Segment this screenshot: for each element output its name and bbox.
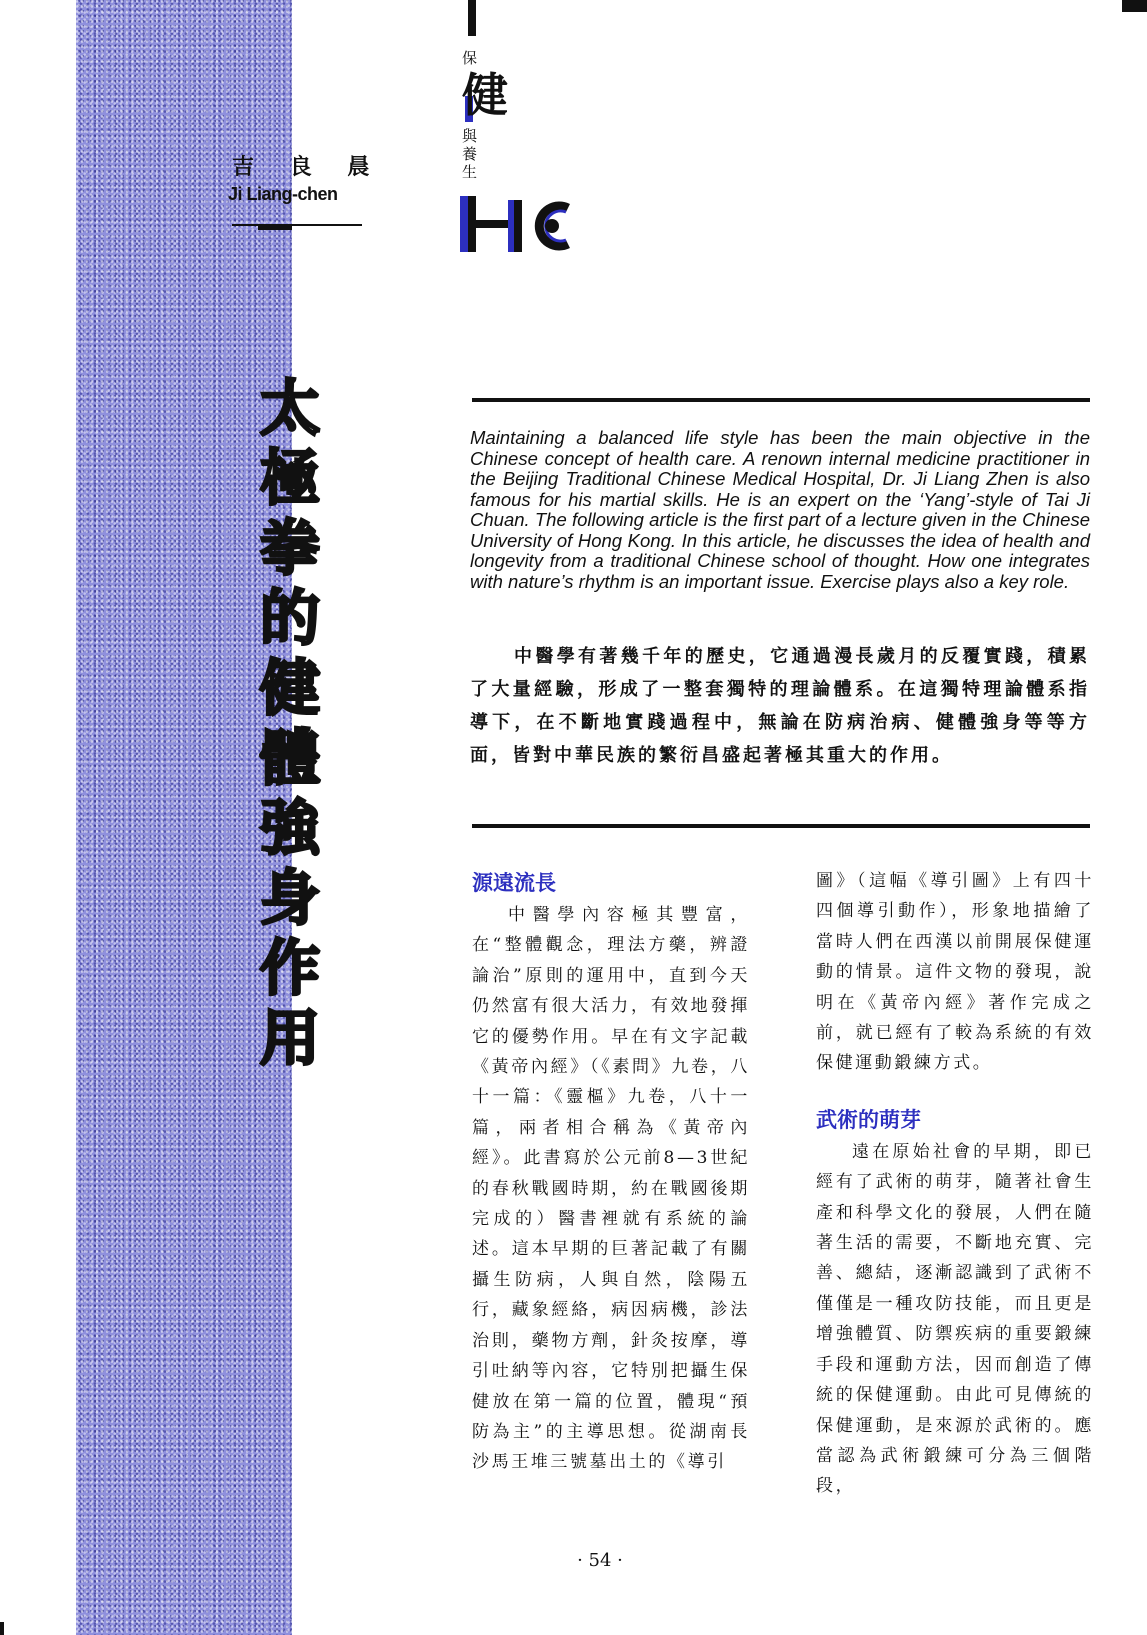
left-column [472, 866, 750, 1478]
section-gap [816, 1079, 1094, 1103]
scan-mark-top [1122, 0, 1147, 12]
page-number: · 54 · [577, 1550, 623, 1571]
section2-body: 遠在原始社會的早期，即已經有了武術的萌芽，隨著社會生產和科學文化的發展，人們在隨著生活的需要，不斷地充實、完善、總結，逐漸認識到了武術不僅僅是一種攻防技能，而且更是增強體質、防禦疾病的重要鍛練手段和運動方法，因而創造了傳統的保健運動。由此可見傳統的保健運動，是來源於武術的。應當認為武術鍛練可分為三個階段， [816, 1141, 1094, 1497]
section2-heading: 武術的萌芽 [816, 1107, 921, 1132]
column-char-yu: 與 [462, 127, 478, 145]
section1-body: 中醫學內容極其豐富，在“整體觀念，理法方藥，辨證論治”原則的運用中，直到今天仍然富有很大活力，有效地發揮它的優勢作用。早在有文字記載《黃帝內經》（《素問》九卷，八十一篇：《靈樞》九卷，八十一篇，兩者相合稱為《黃帝內經》。此書寫於公元前8—3世紀的春秋戰國時期，約在戰國後期完成的）醫書裡就有系統的論述。這本早期的巨著記載了有關攝生防病，人與自然，陰陽五行，藏象經絡，病因病機，診法治則，藥物方劑，針灸按摩，導引吐納等內容，它特別把攝生保健放在第一篇的位置，體現“預防為主”的主導思想。從湖南長沙馬王堆三號墓出土的《導引 [472, 905, 750, 1473]
right-column [816, 866, 1094, 1502]
section1-heading: 源遠流長 [472, 871, 556, 895]
author-name-english: Ji Liang-chen [228, 184, 338, 204]
main-title: 太極拳的健體強身作用 [260, 374, 320, 1074]
column-bar [468, 0, 476, 36]
scan-mark-bottom [0, 1622, 4, 1635]
health-care-logo [460, 196, 592, 260]
author-divider [232, 224, 362, 226]
section1-continued: 圖》（這幅《導引圖》上有四十四個導引動作），形象地描繪了當時人們在西漢以前開展保健運動的情景。這件文物的發現，說明在《黃帝內經》著作完成之前，就已經有了較為系統的有效保健運動鍛練方式。 [816, 871, 1094, 1074]
author-divider-accent [258, 224, 292, 230]
column-char-yang: 養 [462, 145, 478, 163]
column-char-sheng: 生 [462, 163, 478, 181]
column-char-bao: 保 [462, 49, 478, 67]
intro-chinese: 中醫學有著幾千年的歷史，它通過漫長歲月的反覆實踐，積累了大量經驗，形成了一整套獨特的理論體系。在這獨特理論體系指導下，在不斷地實踐過程中，無論在防病治病、健體強身等等方面，皆對中華民族的繁衍昌盛起著極其重大的作用。 [470, 646, 1090, 766]
column-char-jian: 健 [462, 68, 508, 122]
author-name-chinese: 吉 良 晨 [232, 155, 384, 180]
intro-top-rule [472, 398, 1090, 402]
intro-english: Maintaining a balanced life style has been the main objective in the Chinese concept of health care. A renown internal medicine practitioner in the Beijing Traditional Chinese Medical Hospital, Dr. Ji Liang Zhen is also famous for his martial skills. He is an expert on the ‘Yang’-style of Tai Ji Chuan. The following article is the first part of a lecture given in the Chinese University of Hong Kong. In this article, he discusses the idea of health and longevity from a traditional Chinese school of thought. How one integrates with nature’s rhythm is an important issue. Exercise plays also a key role. [470, 427, 1090, 592]
intro-bottom-rule [472, 824, 1090, 828]
